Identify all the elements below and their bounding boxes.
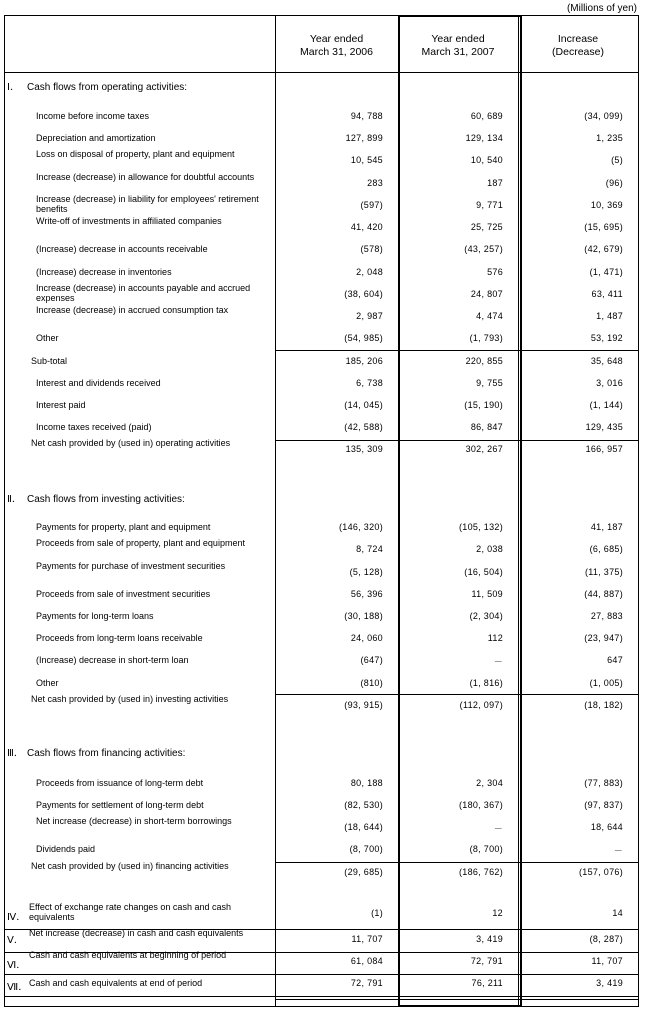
row-value-1: (82, 530): [344, 800, 383, 810]
row-value-3: 27, 883: [590, 611, 623, 621]
net-investing-rule: [275, 694, 638, 695]
row-value-1: 94, 788: [350, 111, 383, 121]
row-value-2: 302, 267: [465, 444, 503, 454]
row-label: Payments for settlement of long-term debt: [36, 800, 204, 810]
row-label: Sub-total: [31, 356, 68, 366]
row-value-2: 60, 689: [470, 111, 503, 121]
row-value-3: (11, 375): [584, 567, 623, 577]
row-value-1: 61, 084: [350, 956, 383, 966]
row-value-2: (1, 793): [469, 333, 503, 343]
row-value-3: 1, 235: [596, 133, 623, 143]
row-value-1: 127, 899: [345, 133, 383, 143]
row-value-2: 9, 771: [476, 200, 503, 210]
row-value-2: 72, 791: [470, 956, 503, 966]
row-label: Interest paid: [36, 400, 86, 410]
row-label: Payments for property, plant and equipment: [36, 522, 211, 532]
row-value-3: 53, 192: [590, 333, 623, 343]
row-label: Increase (decrease) in accrued consumption tax: [36, 305, 229, 315]
section-begin-num: Ⅵ．: [7, 960, 27, 971]
row-value-3: (34, 099): [584, 111, 623, 121]
row-value-3: (23, 947): [584, 633, 623, 643]
row-value-3: 647: [607, 655, 623, 665]
row-value-1: 2, 987: [356, 311, 383, 321]
row-label: Increase (decrease) in allowance for doubtful accounts: [36, 172, 255, 182]
row-label: Income before income taxes: [36, 111, 150, 121]
row-label: Dividends paid: [36, 844, 96, 854]
row-value-3: (96): [605, 178, 623, 188]
row-value-2: 86, 847: [470, 422, 503, 432]
row-value-1: (54, 985): [344, 333, 383, 343]
row-label: Depreciation and amortization: [36, 133, 156, 143]
row-value-3: (1, 005): [589, 678, 623, 688]
row-value-1: (38, 604): [344, 289, 383, 299]
row-value-1: (29, 685): [344, 867, 383, 877]
row-value-1: 135, 309: [345, 444, 383, 454]
row-value-2: (105, 132): [458, 522, 503, 532]
row-value-1: 10, 545: [350, 155, 383, 165]
row-value-2: (16, 504): [464, 567, 503, 577]
row-value-2: 11, 509: [471, 589, 503, 599]
row-label: Write-off of investments in affiliated companies: [36, 216, 222, 226]
row-value-2: 576: [487, 267, 503, 277]
row-value-3: (42, 679): [584, 244, 623, 254]
row-value-3: 1, 487: [596, 311, 623, 321]
row-value-3: 63, 411: [591, 289, 623, 299]
row-value-1: (597): [360, 200, 383, 210]
row-value-1: 56, 396: [350, 589, 383, 599]
row-value-3: (6, 685): [589, 544, 623, 554]
row-label: (Increase) decrease in inventories: [36, 267, 172, 277]
row-value-1: (30, 188): [344, 611, 383, 621]
row-label: Net cash provided by (used in) financing activities: [31, 861, 229, 871]
row-value-2: 187: [487, 178, 503, 188]
row-value-1: (810): [360, 678, 383, 688]
end-rule-1: [5, 996, 638, 997]
row-value-1: 2, 048: [356, 267, 383, 277]
row-value-1: (1): [371, 908, 383, 918]
row-label: Payments for purchase of investment securities: [36, 561, 226, 571]
net-financing-rule: [275, 862, 638, 863]
row-value-1: 6, 738: [356, 378, 383, 388]
section-operating: Ⅰ． Cash flows from operating activities:: [7, 82, 188, 93]
row-value-1: (5, 128): [349, 567, 383, 577]
row-value-3: 11, 707: [591, 956, 623, 966]
row-value-3: 41, 187: [590, 522, 623, 532]
row-value-1: (8, 700): [349, 844, 383, 854]
row-value-1: 24, 060: [350, 633, 383, 643]
row-label: Proceeds from sale of property, plant and equipment: [36, 538, 245, 548]
row-value-2: (8, 700): [469, 844, 503, 854]
row-value-3: 35, 648: [590, 356, 623, 366]
row-value-3: 10, 369: [590, 200, 623, 210]
row-value-2: 24, 807: [470, 289, 503, 299]
row-value-1: 8, 724: [356, 544, 383, 554]
row-value-2: 2, 038: [476, 544, 503, 554]
row-value-1: 11, 707: [351, 934, 383, 944]
row-value-2: 2, 304: [476, 778, 503, 788]
header-col3: Increase (Decrease): [552, 33, 604, 58]
row-value-1: 185, 206: [345, 356, 383, 366]
row-value-3: －: [613, 846, 623, 856]
row-label: Effect of exchange rate changes on cash and cash equivalents: [29, 902, 231, 922]
row-value-2: 129, 134: [465, 133, 503, 143]
row-value-3: 3, 419: [596, 978, 623, 988]
row-value-2: 4, 474: [476, 311, 503, 321]
row-value-3: (5): [611, 155, 623, 165]
unit-note: (Millions of yen): [566, 3, 637, 14]
row-label: Cash and cash equivalents at beginning of period: [29, 950, 227, 960]
row-value-3: 18, 644: [590, 822, 623, 832]
row-value-1: (14, 045): [344, 400, 383, 410]
row-label: Other: [36, 333, 59, 343]
row-value-1: (146, 320): [338, 522, 383, 532]
row-value-2: 3, 419: [476, 934, 503, 944]
row-label: Payments for long-term loans: [36, 611, 154, 621]
row-value-3: (1, 144): [589, 400, 623, 410]
header-rule: [5, 72, 638, 73]
net-operating-rule: [275, 440, 638, 441]
row-value-3: (97, 837): [584, 800, 623, 810]
section-net-num: Ⅴ．: [7, 935, 24, 946]
row-value-1: (578): [360, 244, 383, 254]
row-label: Income taxes received (paid): [36, 422, 152, 432]
row-label: Proceeds from issuance of long-term debt: [36, 778, 204, 788]
row-value-1: 80, 188: [350, 778, 383, 788]
begin-rule: [5, 974, 638, 975]
row-value-2: 76, 211: [471, 978, 503, 988]
section-end-num: Ⅶ．: [7, 982, 29, 993]
row-value-2: 112: [487, 633, 503, 643]
row-label: Interest and dividends received: [36, 378, 161, 388]
row-value-3: 3, 016: [596, 378, 623, 388]
row-value-3: (157, 076): [578, 867, 623, 877]
row-label: Increase (decrease) in liability for employees' retirement benefits: [36, 194, 259, 214]
row-label: Proceeds from sale of investment securities: [36, 589, 211, 599]
section-fx-num: Ⅳ．: [7, 912, 27, 923]
row-value-3: (77, 883): [584, 778, 623, 788]
row-label: Loss on disposal of property, plant and equipment: [36, 149, 235, 159]
row-value-1: (93, 915): [344, 700, 383, 710]
row-value-3: (1, 471): [589, 267, 623, 277]
row-label: Net cash provided by (used in) operating activities: [31, 438, 231, 448]
row-value-2: (186, 762): [458, 867, 503, 877]
row-value-2: 12: [492, 908, 503, 918]
row-value-2: －: [493, 657, 503, 667]
row-value-2: (15, 190): [464, 400, 503, 410]
row-value-1: 283: [367, 178, 383, 188]
row-value-1: (647): [360, 655, 383, 665]
row-value-2: (1, 816): [469, 678, 503, 688]
row-value-3: 129, 435: [585, 422, 623, 432]
row-value-2: 220, 855: [465, 356, 503, 366]
subtotal-rule: [275, 350, 638, 351]
row-label: Increase (decrease) in accounts payable and accrued expenses: [36, 283, 251, 303]
row-label: Net increase (decrease) in short-term borrowings: [36, 816, 232, 826]
row-label: Other: [36, 678, 59, 688]
row-label: Net cash provided by (used in) investing activities: [31, 694, 229, 704]
row-label: (Increase) decrease in accounts receivable: [36, 244, 208, 254]
row-label: (Increase) decrease in short-term loan: [36, 655, 189, 665]
header-col2: Year ended March 31, 2007: [421, 33, 495, 58]
row-label: Proceeds from long-term loans receivable: [36, 633, 203, 643]
row-value-2: (2, 304): [469, 611, 503, 621]
row-value-1: (42, 588): [344, 422, 383, 432]
section-financing: Ⅲ． Cash flows from financing activities:: [7, 748, 186, 759]
row-value-2: (43, 257): [464, 244, 503, 254]
row-value-1: 41, 420: [350, 222, 383, 232]
row-value-3: (18, 182): [584, 700, 623, 710]
end-rule-2: [275, 999, 638, 1000]
row-value-2: (180, 367): [458, 800, 503, 810]
row-value-3: (8, 287): [589, 934, 623, 944]
row-value-2: 25, 725: [470, 222, 503, 232]
row-value-2: (112, 097): [459, 700, 503, 710]
cash-flow-table: [4, 15, 639, 1007]
section-investing: Ⅱ． Cash flows from investing activities:: [7, 494, 185, 505]
row-label: Net increase (decrease) in cash and cash equivalents: [29, 928, 244, 938]
row-value-3: (15, 695): [584, 222, 623, 232]
row-value-3: (44, 887): [584, 589, 623, 599]
row-value-2: 10, 540: [470, 155, 503, 165]
row-value-3: 14: [612, 908, 623, 918]
row-value-1: 72, 791: [350, 978, 383, 988]
header-col1: Year ended March 31, 2006: [300, 33, 373, 58]
row-value-1: (18, 644): [344, 822, 383, 832]
row-label: Cash and cash equivalents at end of period: [29, 978, 203, 988]
row-value-2: 9, 755: [476, 378, 503, 388]
row-value-3: 166, 957: [585, 444, 623, 454]
row-value-2: －: [493, 824, 503, 834]
